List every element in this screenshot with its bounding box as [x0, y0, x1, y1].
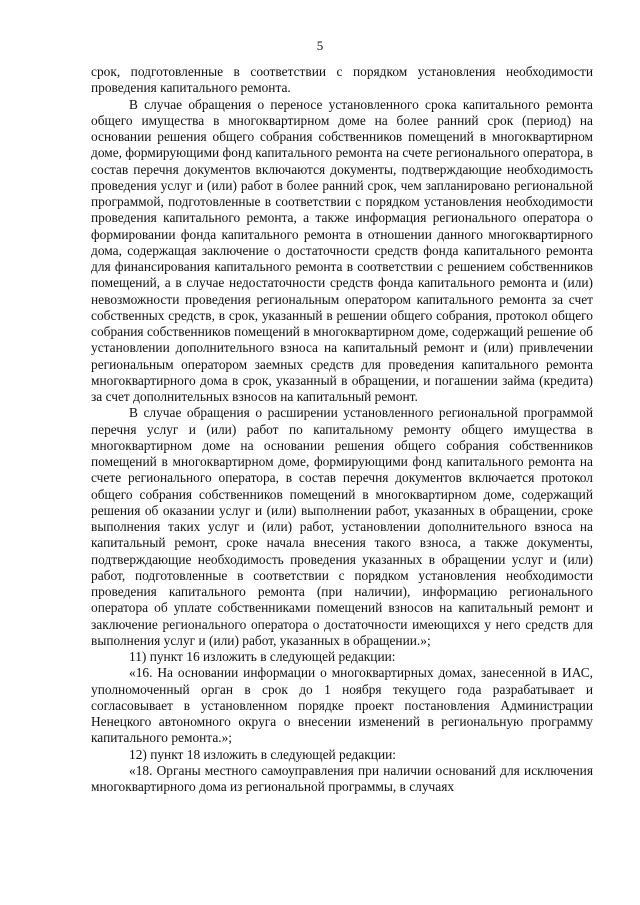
- paragraph-clause-18: «18. Органы местного самоуправления при наличии оснований для исключения многоквартирного дома из региональной программы, в случаях: [91, 762, 593, 794]
- paragraph-deadline-transfer: В случае обращения о переносе установленного срока капитального ремонта общего имущества в многоквартирном доме на более ранний срок (период) на основании решения общего собрания собственников помещений в многоквартирном доме, формирующими фонд капитального ремонта на счете регионального оператора, в состав перечня документов включаются документы, подтверждающие необходимость проведения услуг и (или) работ в более ранний срок, чем запланировано региональной программой, подготовленные в соответствии с порядком установления необходимости проведения капитального ремонта, а также информация регионального оператора о формировании фонда капитального ремонта в отношении данного многоквартирного дома, содержащая заключение о достаточности средств фонда капитального ремонта для финансирования капитального ремонта в соответствии с решением собственников помещений, а в случае недостаточности средств фонда капитального ремонта и (или) невозможности проведения региональным оператором капитального ремонта за счет собственных средств, в срок, указанный в решении общего собрания, протокол общего собрания собственников помещений в многоквартирном доме, содержащий решение об установлении дополнительного взноса на капитальный ремонт и (или) привлечении региональным оператором заемных средств для проведения капитального ремонта многоквартирного дома в срок, указанный в обращении, и погашении займа (кредита) за счет дополнительных взносов на капитальный ремонт.: [91, 96, 594, 404]
- page-number: 5: [316, 38, 324, 53]
- paragraph-clause-16: «16. На основании информации о многоквартирных домах, занесенной в ИАС, уполномоченный орган в срок до 1 ноября текущего года разрабатывает и согласовывает в установленном порядке проект постановления Администрации Ненецкого автономного округа о внесении изменений в региональную программу капитального ремонта.»;: [91, 665, 593, 746]
- paragraph-item-12: 12) пункт 18 изложить в следующей редакции:: [129, 746, 397, 762]
- paragraph-scope-expansion: В случае обращения о расширении установленного региональной программой перечня услуг и (или) работ по капитальному ремонту общего имущества в многоквартирном доме на основании решения общего собрания собственников помещений в многоквартирном доме, формирующими фонд капитального ремонта на счете регионального оператора, в состав перечня документов включается протокол общего собрания собственников помещений в многоквартирном доме, содержащий решения об оказании услуг и (или) выполнении работ, указанных в обращении, сроке выполнения таких услуг и (или) работ, установлении дополнительного взноса на капитальный ремонт, сроке начала внесения такого взноса, а также документы, подтверждающие необходимость проведения указанных в обращении услуг и (или) работ, подготовленные в соответствии с порядком установления необходимости проведения капитального ремонта (при наличии), информацию регионального оператора об уплате собственниками помещений взносов на капитальный ремонт и заключение регионального оператора о достаточности имеющихся у него средств для выполнения услуг и (или) работ, указанных в обращении.»;: [91, 405, 593, 648]
- paragraph-continuation: срок, подготовленные в соответствии с порядком установления необходимости проведения капитального ремонта.: [91, 64, 593, 96]
- paragraph-item-11: 11) пункт 16 изложить в следующей редакции:: [129, 649, 396, 664]
- document-body: [91, 64, 593, 795]
